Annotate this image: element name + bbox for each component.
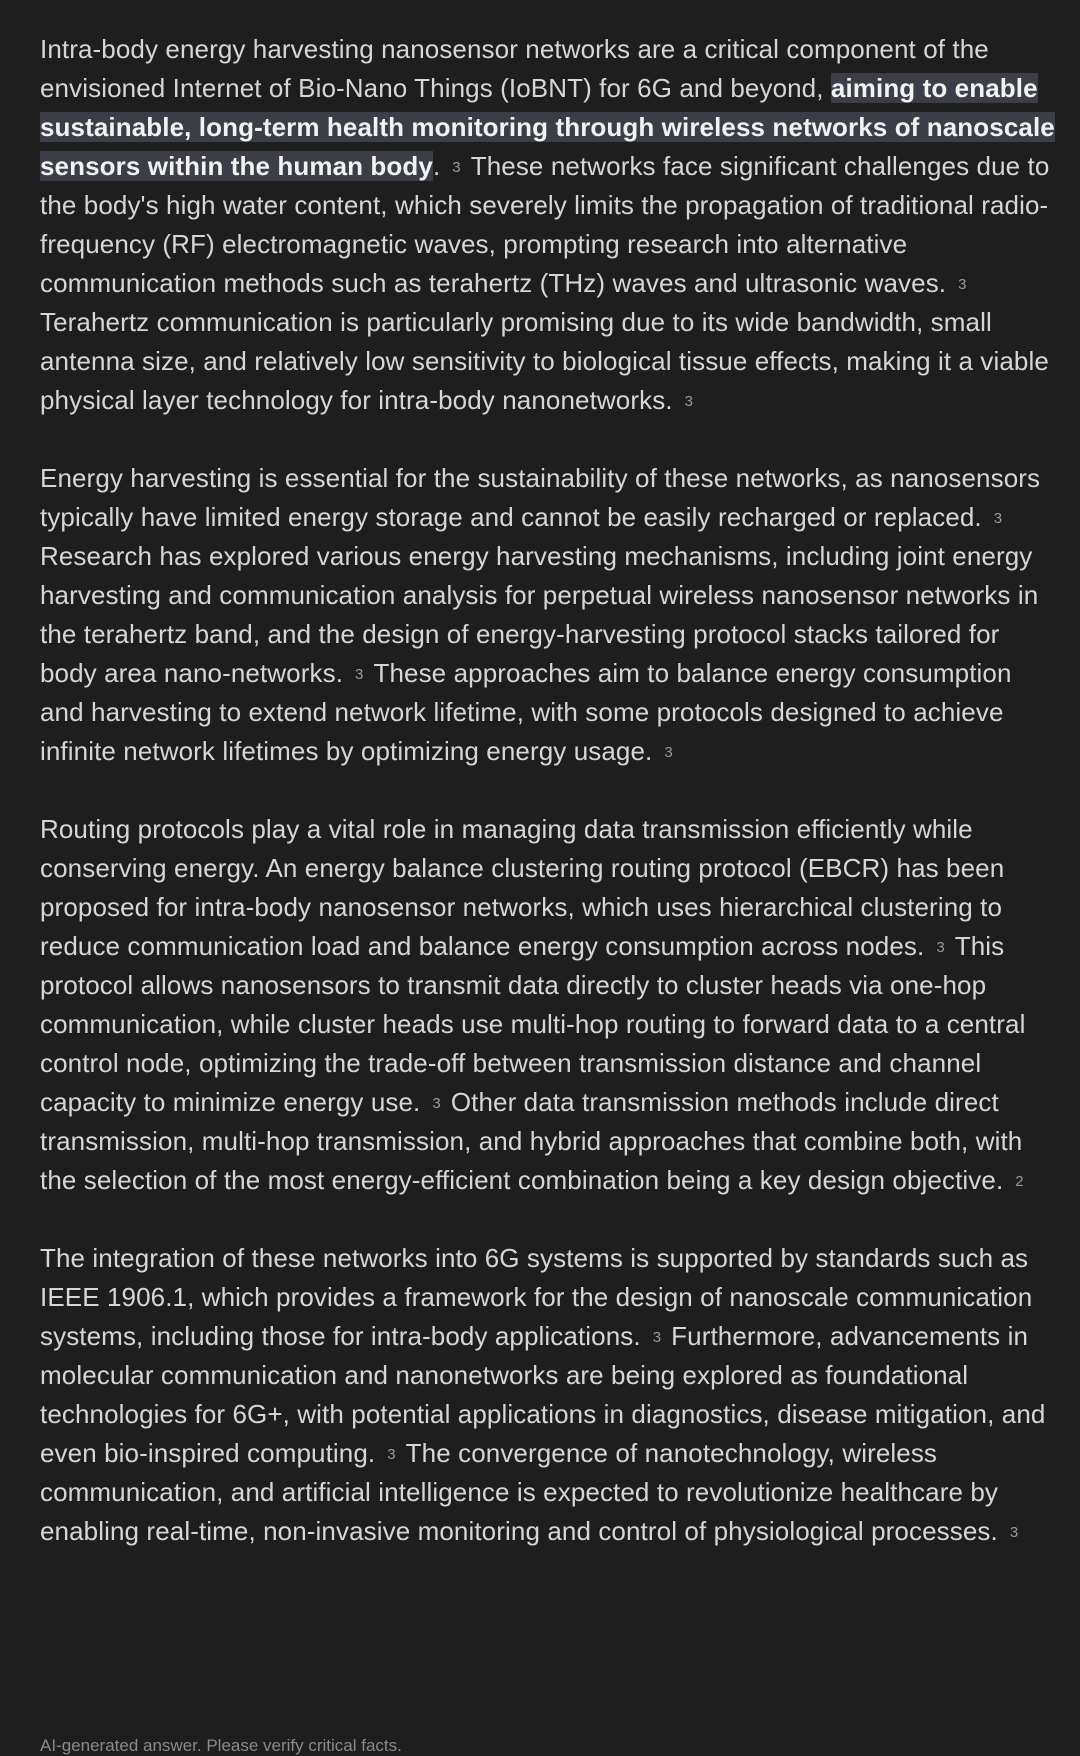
sentence: The integration of these networks into 6G systems is supported by standards such as IEEE 1906.1, which provides a framework for the design of nanoscale communication systems, including those for intra-body applications.	[40, 1243, 1033, 1351]
sentence: Research has explored various energy harvesting mechanisms, including joint energy harvesting and communication analysis for perpetual wireless nanosensor networks in the terahertz band, and the design of energy-harvesting protocol stacks tailored for body area nano-networks.	[40, 541, 1039, 688]
citation-badge[interactable]: 3	[684, 393, 694, 410]
citation-badge[interactable]: 3	[993, 510, 1003, 527]
answer-paragraph-4	[40, 1239, 1060, 1551]
answer-paragraph-1	[40, 30, 1060, 420]
citation-badge[interactable]: 3	[432, 1095, 441, 1112]
highlighted-text: aiming to enable sustainable, long-term health monitoring through wireless networks of nanoscale sensors within the human body	[40, 73, 1055, 181]
sentence: Energy harvesting is essential for the sustainability of these networks, as nanosensors typically have limited energy storage and cannot be easily recharged or replaced.	[40, 463, 1041, 532]
sentence: Furthermore, advancements in molecular communication and nanonetworks are being explored as foundational technologies for 6G+, with potential applications in diagnostics, disease mitigation, and even bio-inspired computing.	[40, 1321, 1046, 1468]
answer-paragraph-2	[40, 459, 1060, 771]
ai-answer-body	[40, 30, 1060, 1590]
sentence: These approaches aim to balance energy consumption and harvesting to extend network lifetime, with some protocols designed to achieve infinite network lifetimes by optimizing energy usage.	[40, 658, 1012, 766]
sentence: .	[432, 151, 441, 181]
citation-badge[interactable]: 2	[1015, 1173, 1024, 1190]
ai-disclaimer: AI-generated answer. Please verify critical facts.	[40, 1736, 402, 1755]
citation-badge[interactable]: 3	[936, 939, 945, 956]
citation-badge[interactable]: 3	[664, 744, 673, 761]
sentence: Other data transmission methods include direct transmission, multi-hop transmission, and hybrid approaches that combine both, with the selection of the most energy-efficient combination being a key design objective.	[40, 1087, 1023, 1195]
sentence: These networks face significant challenges due to the body's high water content, which severely limits the propagation of traditional radio-frequency (RF) electromagnetic waves, prompting research into alternative communication methods such as terahertz (THz) waves and ultrasonic waves.	[40, 151, 1050, 298]
sentence: Intra-body energy harvesting nanosensor networks are a critical component of the envisioned Internet of Bio-Nano Things (IoBNT) for 6G and beyond,	[40, 34, 989, 103]
sentence: Terahertz communication is particularly promising due to its wide bandwidth, small antenna size, and relatively low sensitivity to biological tissue effects, making it a viable physical layer technology for intra-body nanonetworks.	[40, 307, 1049, 415]
sentence: The convergence of nanotechnology, wireless communication, and artificial intelligence is expected to revolutionize healthcare by enabling real-time, non-invasive monitoring and control of physiological processes.	[40, 1438, 999, 1546]
citation-badge[interactable]: 3	[355, 666, 364, 683]
citation-badge[interactable]: 3	[452, 159, 461, 176]
citation-badge[interactable]: 3	[652, 1329, 662, 1346]
sentence: Routing protocols play a vital role in managing data transmission efficiently while conserving energy. An energy balance clustering routing protocol (EBCR) has been proposed for intra-body nanosensor networks, which uses hierarchical clustering to reduce communication load and balance energy consumption across nodes.	[40, 814, 1005, 961]
citation-badge[interactable]: 3	[958, 276, 967, 293]
citation-badge[interactable]: 3	[387, 1446, 396, 1463]
sentence: This protocol allows nanosensors to transmit data directly to cluster heads via one-hop communication, while cluster heads use multi-hop routing to forward data to a central control node, optimizing the trade-off between transmission distance and channel capacity to minimize energy use.	[40, 931, 1026, 1117]
answer-paragraph-3	[40, 810, 1060, 1200]
citation-badge[interactable]: 3	[1009, 1524, 1019, 1541]
